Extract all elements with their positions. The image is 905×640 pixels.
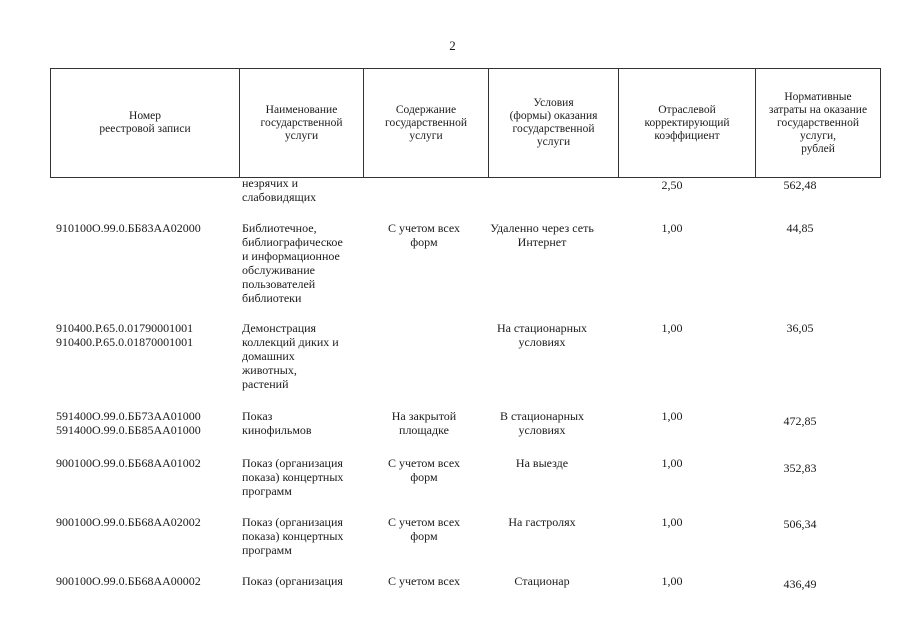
header-coefficient: Отраслевой корректирующий коэффициент (619, 69, 756, 178)
cell-coefficient: 1,00 (661, 321, 683, 335)
cell-service-content: С учетом всех форм (387, 515, 461, 543)
cell-service-conditions: В стационарных условиях (499, 409, 585, 437)
cell-service-name: Демонстрация коллекций диких и домашних животных, растений (242, 321, 339, 391)
cell-service-name: Показ кинофильмов (242, 409, 312, 437)
cell-service-conditions: Стационар (514, 574, 570, 588)
cell-registry-number: 910400.Р.65.0.01790001001 910400.Р.65.0.01870001001 (56, 321, 194, 349)
cell-service-name: Библиотечное, библиографическое и информационное обслуживание пользователей библиотеки (242, 221, 343, 305)
cell-coefficient: 1,00 (661, 221, 683, 235)
cell-service-conditions: На стационарных условиях (496, 321, 588, 349)
cell-service-name: Показ (организация показа) концертных программ (242, 456, 344, 498)
cell-service-conditions: На выезде (515, 456, 569, 470)
cell-normative-cost: 506,34 (783, 517, 817, 531)
header-service-name: Наименование государственной услуги (240, 69, 364, 178)
cell-normative-cost: 44,85 (786, 221, 814, 235)
header-normative-costs: Нормативные затраты на оказание государственной услуги, рублей (756, 69, 881, 178)
cell-registry-number: 900100О.99.0.ББ68АА00002 (56, 574, 201, 588)
header-registry-number: Номер реестровой записи (51, 69, 240, 178)
cell-coefficient: 1,00 (661, 456, 683, 470)
cell-registry-number: 591400О.99.0.ББ73АА01000 591400О.99.0.ББ85АА01000 (56, 409, 201, 437)
cell-coefficient: 1,00 (661, 574, 683, 588)
cell-coefficient: 2,50 (661, 178, 683, 192)
page-number: 2 (449, 38, 456, 53)
cell-normative-cost: 36,05 (786, 321, 814, 335)
table-header (50, 68, 881, 178)
cell-service-content: С учетом всех (387, 574, 461, 588)
cell-normative-cost: 472,85 (783, 414, 817, 428)
cell-registry-number: 900100О.99.0.ББ68АА01002 (56, 456, 201, 470)
cell-service-conditions: Удаленно через сеть Интернет (490, 221, 594, 249)
cell-registry-number: 910100О.99.0.ББ83АА02000 (56, 221, 201, 235)
cell-normative-cost: 352,83 (783, 461, 817, 475)
cell-coefficient: 1,00 (661, 515, 683, 529)
cell-service-conditions: На гастролях (508, 515, 576, 529)
cell-service-name: Показ (организация показа) концертных программ (242, 515, 344, 557)
header-row (51, 69, 881, 178)
cell-service-name: незрячих и слабовидящих (242, 176, 317, 204)
cell-normative-cost: 562,48 (783, 178, 817, 192)
cell-service-content: С учетом всех форм (387, 221, 461, 249)
cell-normative-cost: 436,49 (783, 577, 817, 591)
cell-registry-number: 900100О.99.0.ББ68АА02002 (56, 515, 201, 529)
cell-service-content: С учетом всех форм (387, 456, 461, 484)
cell-service-name: Показ (организация (242, 574, 343, 588)
header-service-content: Содержание государственной услуги (364, 69, 489, 178)
cell-service-content: На закрытой площадке (391, 409, 457, 437)
cell-coefficient: 1,00 (661, 409, 683, 423)
header-service-conditions: Условия (формы) оказания государственной услуги (489, 69, 619, 178)
